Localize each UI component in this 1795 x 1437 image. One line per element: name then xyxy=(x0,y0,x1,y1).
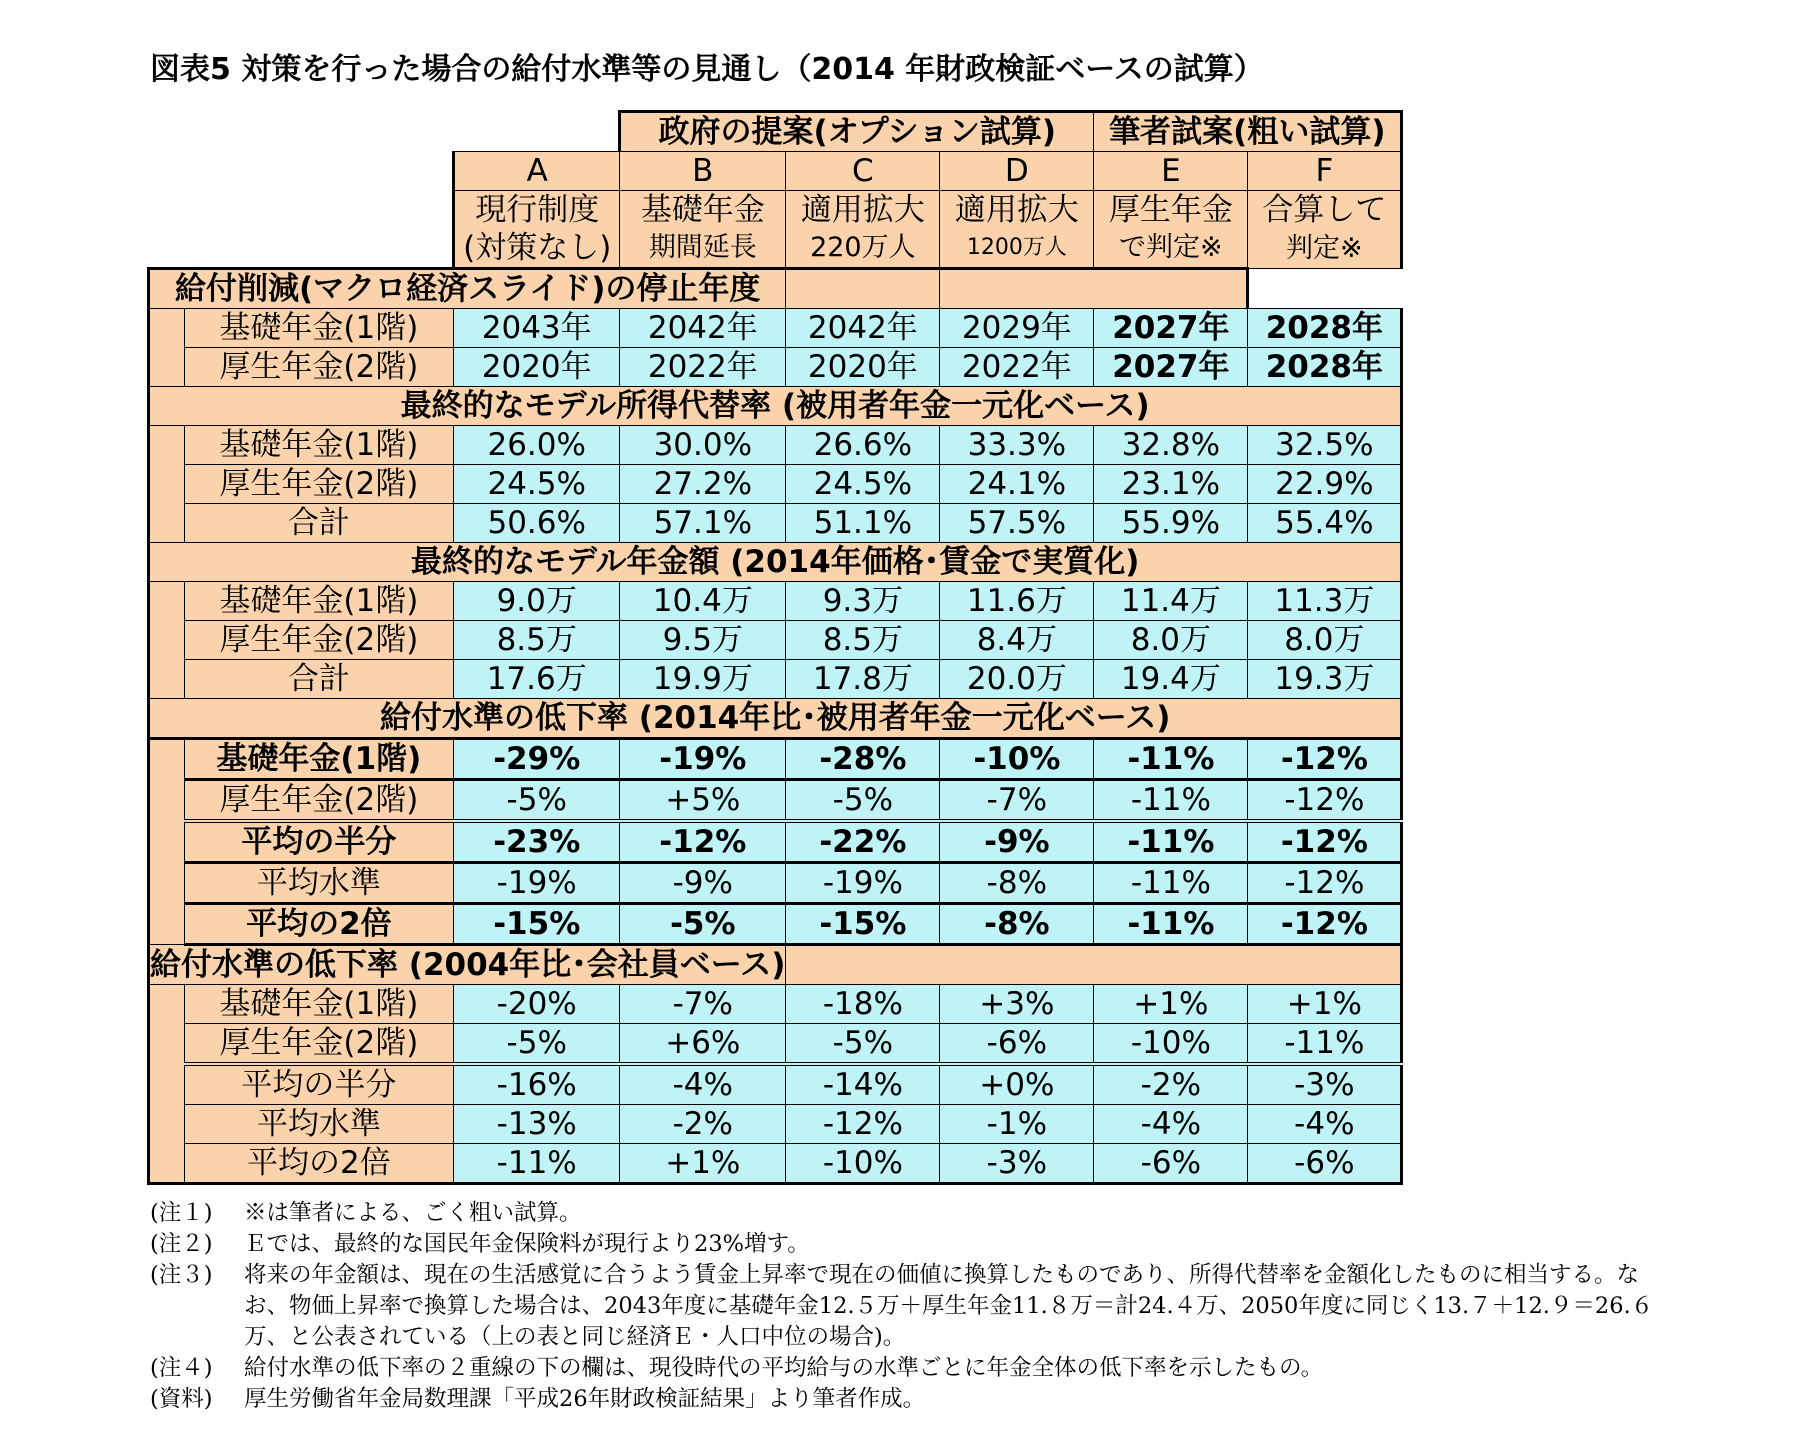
table-cell: -10% xyxy=(940,739,1094,780)
note-text: 厚生労働省年金局数理課「平成26年財政検証結果」より筆者作成。 xyxy=(244,1386,926,1412)
col-letter-c: C xyxy=(786,152,940,191)
col-letter-b: B xyxy=(620,152,786,191)
col-sub-a: (対策なし) xyxy=(454,229,620,269)
col-letter-e: E xyxy=(1094,152,1248,191)
table-cell: 26.6% xyxy=(786,426,940,465)
table-cell: -11% xyxy=(1094,739,1248,780)
col-letter-f: F xyxy=(1248,152,1402,191)
table-row xyxy=(149,1024,1402,1065)
table-cell: 30.0% xyxy=(620,426,786,465)
table-cell: -5% xyxy=(786,1024,940,1065)
table-cell: -11% xyxy=(1094,821,1248,863)
col-sub-c: 220万人 xyxy=(786,229,940,269)
table-cell: -11% xyxy=(1094,863,1248,904)
table-cell: -4% xyxy=(620,1064,786,1105)
table-cell: 24.5% xyxy=(454,465,620,504)
table-cell: 26.0% xyxy=(454,426,620,465)
table-cell: 8.0万 xyxy=(1248,621,1402,660)
table-cell: 2043年 xyxy=(454,309,620,348)
row-label: 厚生年金(2階) xyxy=(184,621,454,660)
table-cell: 24.5% xyxy=(786,465,940,504)
table-cell: +5% xyxy=(620,780,786,822)
table-cell: -7% xyxy=(940,780,1094,822)
table-cell: -2% xyxy=(1094,1064,1248,1105)
row-label: 厚生年金(2階) xyxy=(184,348,454,387)
table-cell: 2022年 xyxy=(940,348,1094,387)
note-item xyxy=(150,1198,1670,1229)
table-cell: 27.2% xyxy=(620,465,786,504)
row-label: 基礎年金(1階) xyxy=(184,309,454,348)
col-sub-f: 判定※ xyxy=(1248,229,1402,269)
note-text: ※は筆者による、ごく粗い試算。 xyxy=(244,1200,582,1226)
table-cell: 22.9% xyxy=(1248,465,1402,504)
table-row xyxy=(149,821,1402,863)
table-cell: -5% xyxy=(454,1024,620,1065)
table-cell: 2027年 xyxy=(1094,348,1248,387)
row-label: 平均の2倍 xyxy=(184,1144,454,1184)
table-cell: -6% xyxy=(1248,1144,1402,1184)
note-item xyxy=(150,1260,1670,1353)
table-row xyxy=(149,985,1402,1024)
table-cell: -11% xyxy=(454,1144,620,1184)
row-label: 厚生年金(2階) xyxy=(184,1024,454,1065)
table-row xyxy=(149,348,1402,387)
table-row xyxy=(149,739,1402,780)
row-label: 基礎年金(1階) xyxy=(184,426,454,465)
table-row xyxy=(149,504,1402,543)
table-cell: -12% xyxy=(1248,863,1402,904)
table-row xyxy=(149,863,1402,904)
table-cell: 2042年 xyxy=(786,309,940,348)
section-row xyxy=(149,269,1402,309)
table-row xyxy=(149,660,1402,699)
table-cell: -12% xyxy=(1248,821,1402,863)
column-sub-row xyxy=(149,229,1402,269)
note-item xyxy=(150,1229,1670,1260)
section-row xyxy=(149,387,1402,426)
table-cell: 2028年 xyxy=(1248,348,1402,387)
table-cell: -29% xyxy=(454,739,620,780)
table-cell: 23.1% xyxy=(1094,465,1248,504)
row-label: 平均の2倍 xyxy=(184,904,454,945)
table-row xyxy=(149,621,1402,660)
table-cell: -3% xyxy=(940,1144,1094,1184)
table-cell: -13% xyxy=(454,1105,620,1144)
table-cell: -22% xyxy=(786,821,940,863)
table-cell: 9.3万 xyxy=(786,582,940,621)
note-item xyxy=(150,1384,1670,1415)
table-cell: -11% xyxy=(1248,1024,1402,1065)
col-name-b: 基礎年金 xyxy=(620,191,786,230)
table-cell: +1% xyxy=(620,1144,786,1184)
table-cell: 8.4万 xyxy=(940,621,1094,660)
table-cell: +1% xyxy=(1094,985,1248,1024)
table-row xyxy=(149,1064,1402,1105)
table-cell: 20.0万 xyxy=(940,660,1094,699)
table-cell: 10.4万 xyxy=(620,582,786,621)
note-label: (注２) xyxy=(150,1231,213,1257)
table-cell: 24.1% xyxy=(940,465,1094,504)
table-cell: -15% xyxy=(786,904,940,945)
table-cell: 17.8万 xyxy=(786,660,940,699)
table-cell: +1% xyxy=(1248,985,1402,1024)
note-text: 将来の年金額は、現在の生活感覚に合うよう賃金上昇率で現在の価値に換算したものであり、所得代替率を金額化したものに相当する。なお、物価上昇率で換算した場合は、2043年度に基礎年金12.５万＋厚生年金11.８万＝計24.４万、2050年度に同じく13.７＋12.９＝26.６万、と公表されている（上の表と同じ経済Ｅ・人口中位の場合)。 xyxy=(244,1262,1654,1350)
group-header-row xyxy=(149,112,1402,152)
table-cell: 32.8% xyxy=(1094,426,1248,465)
table-cell: +6% xyxy=(620,1024,786,1065)
table-cell: -19% xyxy=(454,863,620,904)
table-cell: -18% xyxy=(786,985,940,1024)
table-cell: 32.5% xyxy=(1248,426,1402,465)
col-name-e: 厚生年金 xyxy=(1094,191,1248,230)
table-row xyxy=(149,582,1402,621)
table-cell: 55.4% xyxy=(1248,504,1402,543)
row-label: 平均の半分 xyxy=(184,1064,454,1105)
table-cell: 2028年 xyxy=(1248,309,1402,348)
table-row xyxy=(149,1144,1402,1184)
table-cell: 51.1% xyxy=(786,504,940,543)
table-cell: -14% xyxy=(786,1064,940,1105)
note-label: (注３) xyxy=(150,1262,213,1288)
table-cell: -12% xyxy=(1248,904,1402,945)
note-item xyxy=(150,1353,1670,1384)
table-cell: 8.5万 xyxy=(786,621,940,660)
table-cell: 19.4万 xyxy=(1094,660,1248,699)
table-cell: -16% xyxy=(454,1064,620,1105)
projection-table xyxy=(147,110,1403,1185)
table-cell: 9.5万 xyxy=(620,621,786,660)
row-label: 厚生年金(2階) xyxy=(184,465,454,504)
table-cell: 2020年 xyxy=(786,348,940,387)
table-cell: 19.9万 xyxy=(620,660,786,699)
table-cell: -28% xyxy=(786,739,940,780)
table-cell: -11% xyxy=(1094,780,1248,822)
col-name-f: 合算して xyxy=(1248,191,1402,230)
table-cell: -5% xyxy=(620,904,786,945)
table-cell: -5% xyxy=(786,780,940,822)
col-name-c: 適用拡大 xyxy=(786,191,940,230)
table-row xyxy=(149,426,1402,465)
table-cell: 50.6% xyxy=(454,504,620,543)
table-cell: 2027年 xyxy=(1094,309,1248,348)
table-cell: -19% xyxy=(786,863,940,904)
section-title: 最終的なモデル年金額 (2014年価格･賃金で実質化) xyxy=(149,543,1402,582)
note-text: 給付水準の低下率の２重線の下の欄は、現役時代の平均給与の水準ごとに年金全体の低下率を示したもの。 xyxy=(244,1355,1324,1381)
col-sub-d: 1200万人 xyxy=(940,229,1094,269)
section-row xyxy=(149,543,1402,582)
table-cell: -1% xyxy=(940,1105,1094,1144)
row-label: 基礎年金(1階) xyxy=(184,985,454,1024)
table-row xyxy=(149,1105,1402,1144)
table-cell: -20% xyxy=(454,985,620,1024)
table-row xyxy=(149,465,1402,504)
table-cell: 9.0万 xyxy=(454,582,620,621)
table-cell: 55.9% xyxy=(1094,504,1248,543)
table-cell: -10% xyxy=(786,1144,940,1184)
table-cell: 57.1% xyxy=(620,504,786,543)
section-title: 給付水準の低下率 (2014年比･被用者年金一元化ベース) xyxy=(149,699,1402,739)
table-cell: -11% xyxy=(1094,904,1248,945)
row-label: 厚生年金(2階) xyxy=(184,780,454,822)
table-cell: -10% xyxy=(1094,1024,1248,1065)
table-cell: -12% xyxy=(786,1105,940,1144)
section-row xyxy=(149,699,1402,739)
column-letter-row xyxy=(149,152,1402,191)
table-row xyxy=(149,780,1402,822)
col-name-d: 適用拡大 xyxy=(940,191,1094,230)
table-cell: 11.4万 xyxy=(1094,582,1248,621)
table-cell: -9% xyxy=(940,821,1094,863)
table-cell: 2020年 xyxy=(454,348,620,387)
row-label: 基礎年金(1階) xyxy=(184,582,454,621)
column-name-row xyxy=(149,191,1402,230)
row-label: 合計 xyxy=(184,660,454,699)
table-cell: -15% xyxy=(454,904,620,945)
table-cell: -2% xyxy=(620,1105,786,1144)
note-label: (注１) xyxy=(150,1200,213,1226)
table-cell: 33.3% xyxy=(940,426,1094,465)
table-cell: -6% xyxy=(1094,1144,1248,1184)
col-sub-b: 期間延長 xyxy=(620,229,786,269)
table-cell: 19.3万 xyxy=(1248,660,1402,699)
table-cell: -19% xyxy=(620,739,786,780)
table-cell: -5% xyxy=(454,780,620,822)
table-cell: 57.5% xyxy=(940,504,1094,543)
table-cell: -12% xyxy=(1248,780,1402,822)
table-cell: 2022年 xyxy=(620,348,786,387)
section-row xyxy=(149,945,1402,985)
table-cell: -8% xyxy=(940,904,1094,945)
table-row xyxy=(149,309,1402,348)
figure-title: 図表5 対策を行った場合の給付水準等の見通し（2014 年財政検証ベースの試算） xyxy=(150,52,1264,87)
col-sub-e: で判定※ xyxy=(1094,229,1248,269)
row-label: 基礎年金(1階) xyxy=(184,739,454,780)
table-cell: 2042年 xyxy=(620,309,786,348)
table-cell: -4% xyxy=(1094,1105,1248,1144)
table-cell: +3% xyxy=(940,985,1094,1024)
group-gov: 政府の提案(オプション試算) xyxy=(620,112,1094,152)
table-cell: 8.5万 xyxy=(454,621,620,660)
table-cell: -6% xyxy=(940,1024,1094,1065)
section-title: 給付水準の低下率 (2004年比･会社員ベース) xyxy=(149,945,786,985)
table-cell: -8% xyxy=(940,863,1094,904)
col-name-a: 現行制度 xyxy=(454,191,620,230)
row-label: 平均水準 xyxy=(184,863,454,904)
table-cell: +0% xyxy=(940,1064,1094,1105)
row-label: 平均水準 xyxy=(184,1105,454,1144)
group-author: 筆者試案(粗い試算) xyxy=(1094,112,1402,152)
row-label: 合計 xyxy=(184,504,454,543)
note-label: (注４) xyxy=(150,1355,213,1381)
col-letter-a: A xyxy=(454,152,620,191)
table-cell: 2029年 xyxy=(940,309,1094,348)
table-cell: 11.3万 xyxy=(1248,582,1402,621)
table-cell: -12% xyxy=(620,821,786,863)
table-row xyxy=(149,904,1402,945)
section-title: 最終的なモデル所得代替率 (被用者年金一元化ベース) xyxy=(149,387,1402,426)
table-cell: -9% xyxy=(620,863,786,904)
table-cell: -12% xyxy=(1248,739,1402,780)
table-cell: 8.0万 xyxy=(1094,621,1248,660)
notes xyxy=(150,1198,1670,1415)
table-cell: 17.6万 xyxy=(454,660,620,699)
section-title: 給付削減(マクロ経済スライド)の停止年度 xyxy=(149,269,786,309)
table-cell: -3% xyxy=(1248,1064,1402,1105)
note-text: Ｅでは、最終的な国民年金保険料が現行より23%増す。 xyxy=(244,1231,810,1257)
table-cell: 11.6万 xyxy=(940,582,1094,621)
row-label: 平均の半分 xyxy=(184,821,454,863)
note-label: (資料) xyxy=(150,1386,213,1412)
table-cell: -23% xyxy=(454,821,620,863)
table-cell: -7% xyxy=(620,985,786,1024)
table-cell: -4% xyxy=(1248,1105,1402,1144)
col-letter-d: D xyxy=(940,152,1094,191)
